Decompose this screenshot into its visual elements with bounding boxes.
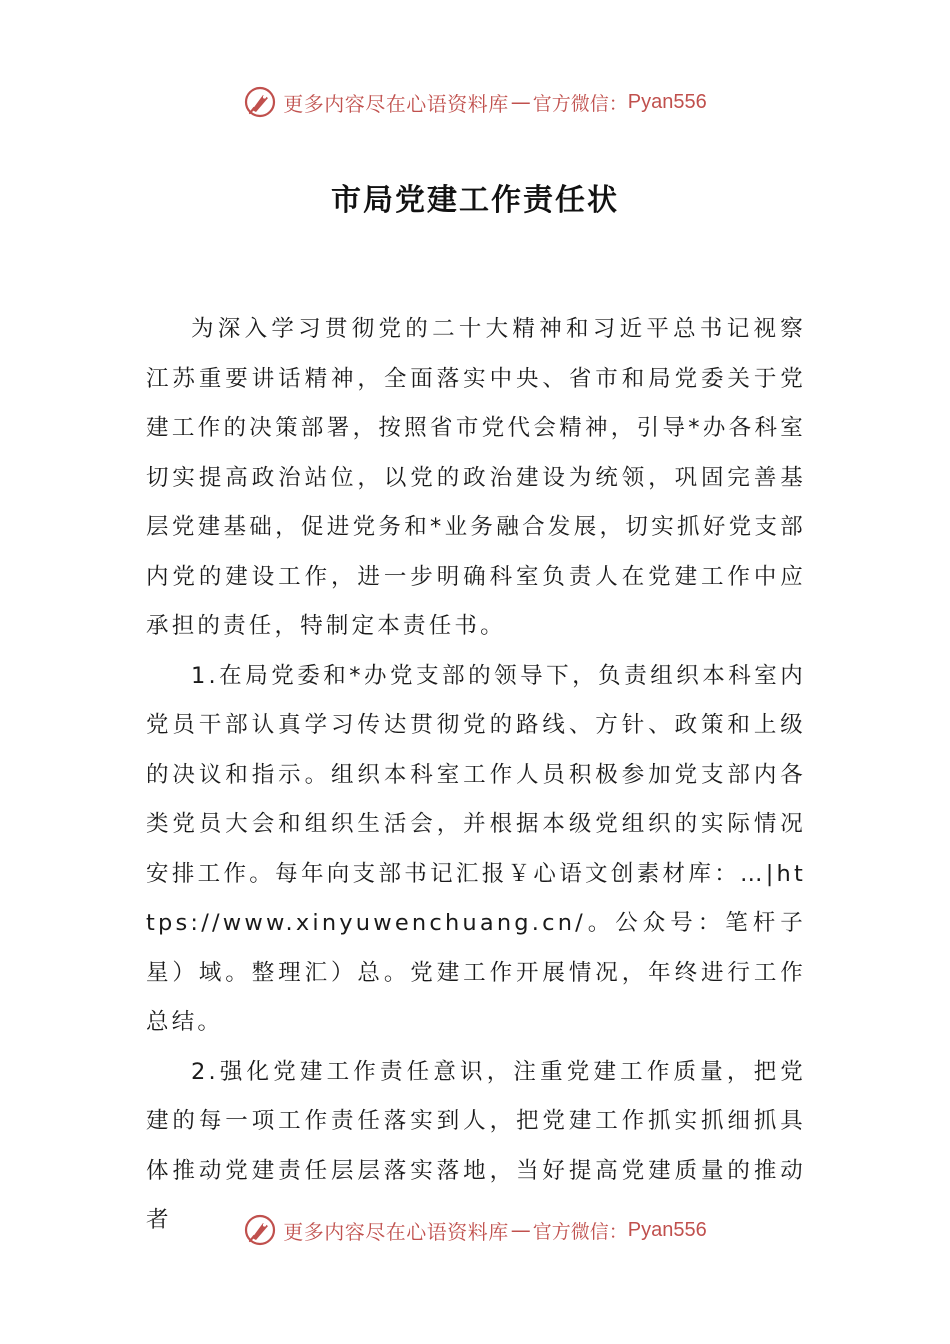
paragraph-intro: 为深入学习贯彻党的二十大精神和习近平总书记视察江苏重要讲话精神，全面落实中央、省市和局党委关于党建工作的决策部署，按照省市党代会精神，引导*办各科室切实提高政治站位，以党的政治建设为统领，巩固完善基层党建基础，促进党务和*业务融合发展，切实抓好党支部内党的建设工作，进一步明确科室负责人在党建工作中应承担的责任，特制定本责任书。	[146, 316, 806, 639]
footer-banner	[0, 1208, 950, 1252]
header-banner	[0, 80, 950, 124]
paragraph-item-2: 2.强化党建工作责任意识，注重党建工作质量，把党建的每一项工作责任落实到人，把党建工作抓实抓细抓具体推动党建责任层层落实落地，当好提高党建质量的推动者	[146, 1058, 806, 1233]
banner-label: 官方微信：	[532, 92, 628, 115]
document-title: 市局党建工作责任状	[331, 183, 619, 218]
pen-nib-icon	[243, 85, 277, 119]
banner-separator: —	[510, 90, 531, 114]
banner-text: 更多内容尽在心语资料库	[283, 1219, 509, 1244]
banner-text: 更多内容尽在心语资料库	[283, 91, 509, 116]
banner-separator: —	[510, 1218, 531, 1242]
document-body	[146, 305, 806, 1246]
banner-wechat-id: Pyan556	[627, 90, 707, 113]
banner-wechat-id: Pyan556	[627, 1218, 707, 1241]
banner-label: 官方微信：	[532, 1220, 628, 1243]
pen-nib-icon	[243, 1213, 277, 1247]
paragraph-item-1: 1.在局党委和*办党支部的领导下，负责组织本科室内党员干部认真学习传达贯彻党的路线、方针、政策和上级的决议和指示。组织本科室工作人员积极参加党支部内各类党员大会和组织生活会，并根据本级党组织的实际情况安排工作。每年向支部书记汇报￥心语文创素材库：…|https://www.xinyuwenchuang.cn/。公众号：笔杆子星）域。整理汇）总。党建工作开展情况，年终进行工作总结。	[146, 662, 806, 1035]
